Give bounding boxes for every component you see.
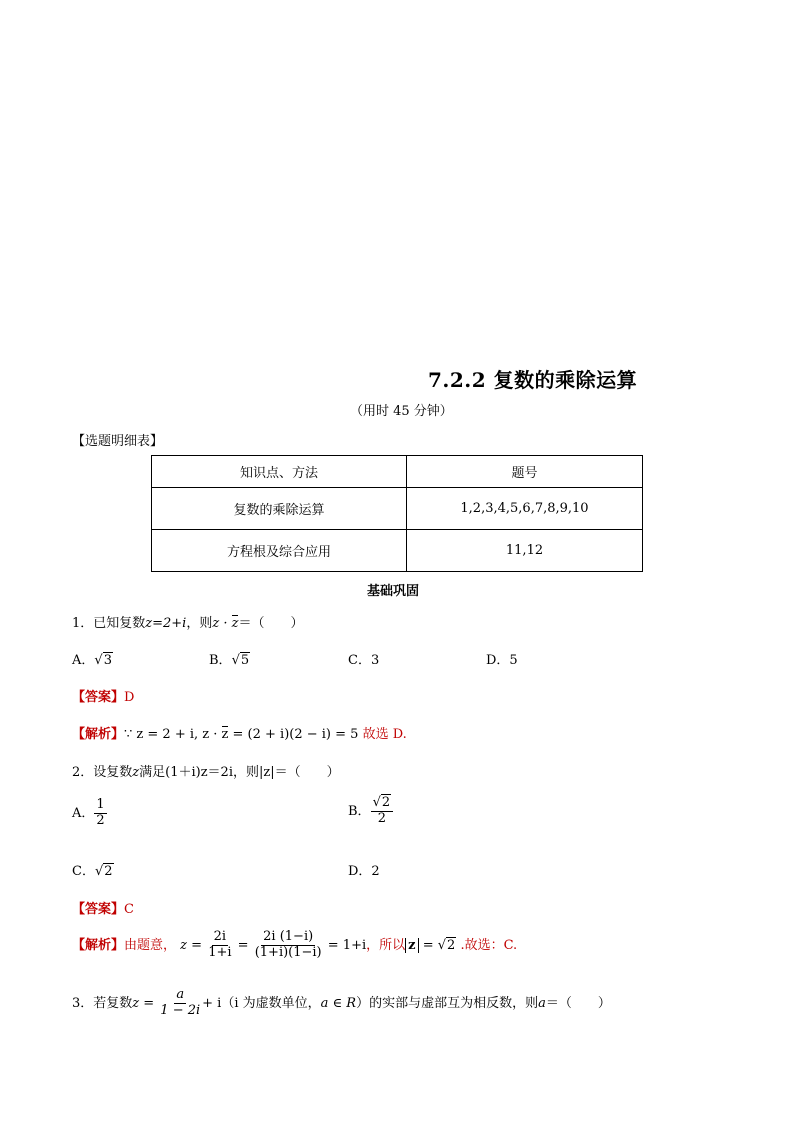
q1-option-c: C．3 xyxy=(348,653,380,668)
q1-option-d: D．5 xyxy=(486,653,518,668)
q3-stem-text: ）的实部与虚部互为相反数，则 xyxy=(356,995,539,1011)
question-3-stem xyxy=(72,988,611,1019)
numerator: a xyxy=(176,987,185,1002)
analysis-tag: 【解析】 xyxy=(72,727,125,742)
analysis-var: z = xyxy=(180,937,203,953)
sqrt-icon: √2 xyxy=(372,795,391,810)
q3-stem-var: a ∈ R xyxy=(320,995,357,1011)
analysis-text: = 1+i xyxy=(327,937,367,953)
q2-answer xyxy=(72,898,134,917)
q2-option-d: D．2 xyxy=(348,864,380,879)
denominator: 1+i xyxy=(208,944,232,960)
radicand: 2 xyxy=(104,864,113,879)
fraction xyxy=(94,798,106,829)
q3-stem-var: z = xyxy=(132,995,155,1011)
option-label: C． xyxy=(72,864,95,879)
q1-stem-text: 1．已知复数 xyxy=(72,616,146,631)
numerator xyxy=(371,796,394,812)
fraction xyxy=(253,930,324,961)
q1-stem-text: ，则 xyxy=(186,616,213,631)
sqrt-icon: √3 xyxy=(94,653,112,668)
answer-value: C xyxy=(124,902,134,917)
table-header-cell: 题号 xyxy=(407,456,643,488)
analysis-text: = (2 + i)(2 − i) = 5 xyxy=(228,727,359,742)
fraction xyxy=(371,796,394,827)
table-row xyxy=(152,488,643,530)
option-label: B． xyxy=(209,653,232,668)
table-row xyxy=(152,530,643,572)
answer-tag: 【答案】 xyxy=(72,690,125,705)
q2-stem-var: z xyxy=(132,765,140,780)
q1-option-a xyxy=(72,649,113,668)
q2-analysis xyxy=(72,930,517,961)
option-label: A． xyxy=(72,805,95,821)
q3-stem-var: a xyxy=(538,995,546,1011)
question-2-stem xyxy=(72,761,340,780)
q1-conjugate: z xyxy=(221,727,229,742)
table-cell: 复数的乘除运算 xyxy=(152,488,407,530)
numerator: 2i xyxy=(213,929,227,944)
radicand: 3 xyxy=(103,653,112,668)
q2-option-c xyxy=(72,860,114,879)
analysis-tag: 【解析】 xyxy=(72,937,125,953)
fraction xyxy=(158,988,202,1019)
q1-stem-text: ＝（ ） xyxy=(238,616,304,631)
analysis-conclusion: 故选 D. xyxy=(358,727,407,742)
table-cell: 1,2,3,4,5,6,7,8,9,10 xyxy=(407,488,643,530)
q3-stem-text: ＝（ ） xyxy=(545,995,611,1011)
q1-stem-var: z=2+i xyxy=(145,616,187,631)
topic-table-label: 【选题明细表】 xyxy=(72,434,164,449)
q3-stem-text: + i（i 为虚数单位， xyxy=(202,995,321,1011)
sqrt-icon: √2 xyxy=(94,864,113,879)
table-header-row xyxy=(152,456,643,488)
analysis-text: 由题意， xyxy=(124,937,177,953)
analysis-text: ，所以 xyxy=(366,937,406,953)
q1-conjugate: z xyxy=(231,616,239,631)
radicand: 2 xyxy=(381,795,391,810)
table-cell: 方程根及综合应用 xyxy=(152,530,407,572)
fraction xyxy=(206,930,233,961)
q2-option-b xyxy=(348,796,393,827)
denominator: 2 xyxy=(96,812,105,828)
numerator: 2i (1−i) xyxy=(263,929,314,944)
denominator: (1+i)(1−i) xyxy=(254,944,322,960)
analysis-text: ∵ z = 2 + i, z · xyxy=(124,727,222,742)
numerator: 1 xyxy=(96,797,105,812)
section-heading: 基础巩固 xyxy=(367,584,420,599)
q3-stem-text: 3．若复数 xyxy=(72,995,133,1011)
equals-sign: = xyxy=(422,937,434,953)
answer-tag: 【答案】 xyxy=(72,902,125,917)
time-note: （用时 45 分钟） xyxy=(350,404,453,419)
table-header-cell: 知识点、方法 xyxy=(152,456,407,488)
absolute-value: z xyxy=(405,938,418,953)
q1-answer xyxy=(72,686,134,705)
question-1-stem xyxy=(72,612,304,631)
option-label: B． xyxy=(348,803,371,819)
topic-table xyxy=(151,455,643,572)
analysis-conclusion: .故选：C. xyxy=(456,937,518,953)
q2-stem-text: 2．设复数 xyxy=(72,765,133,780)
page-title: 7.2.2 复数的乘除运算 xyxy=(428,368,638,392)
sqrt-icon: √2 xyxy=(437,937,456,953)
q2-option-a xyxy=(72,798,107,829)
table-cell: 11,12 xyxy=(407,530,643,572)
q2-stem-text: 满足(1＋i)z＝2i，则|z|＝（ ） xyxy=(139,765,340,780)
option-label: A． xyxy=(72,653,95,668)
denominator: 1 − 2i xyxy=(160,1002,201,1018)
q1-stem-expr: z · xyxy=(212,616,232,631)
q1-option-b xyxy=(209,649,250,668)
radicand: 5 xyxy=(240,653,250,668)
q1-analysis xyxy=(72,723,407,742)
radicand: 2 xyxy=(447,937,456,953)
sqrt-icon: √5 xyxy=(231,653,250,668)
answer-value: D xyxy=(124,690,135,705)
equals-sign: = xyxy=(237,937,249,953)
denominator: 2 xyxy=(377,810,386,826)
